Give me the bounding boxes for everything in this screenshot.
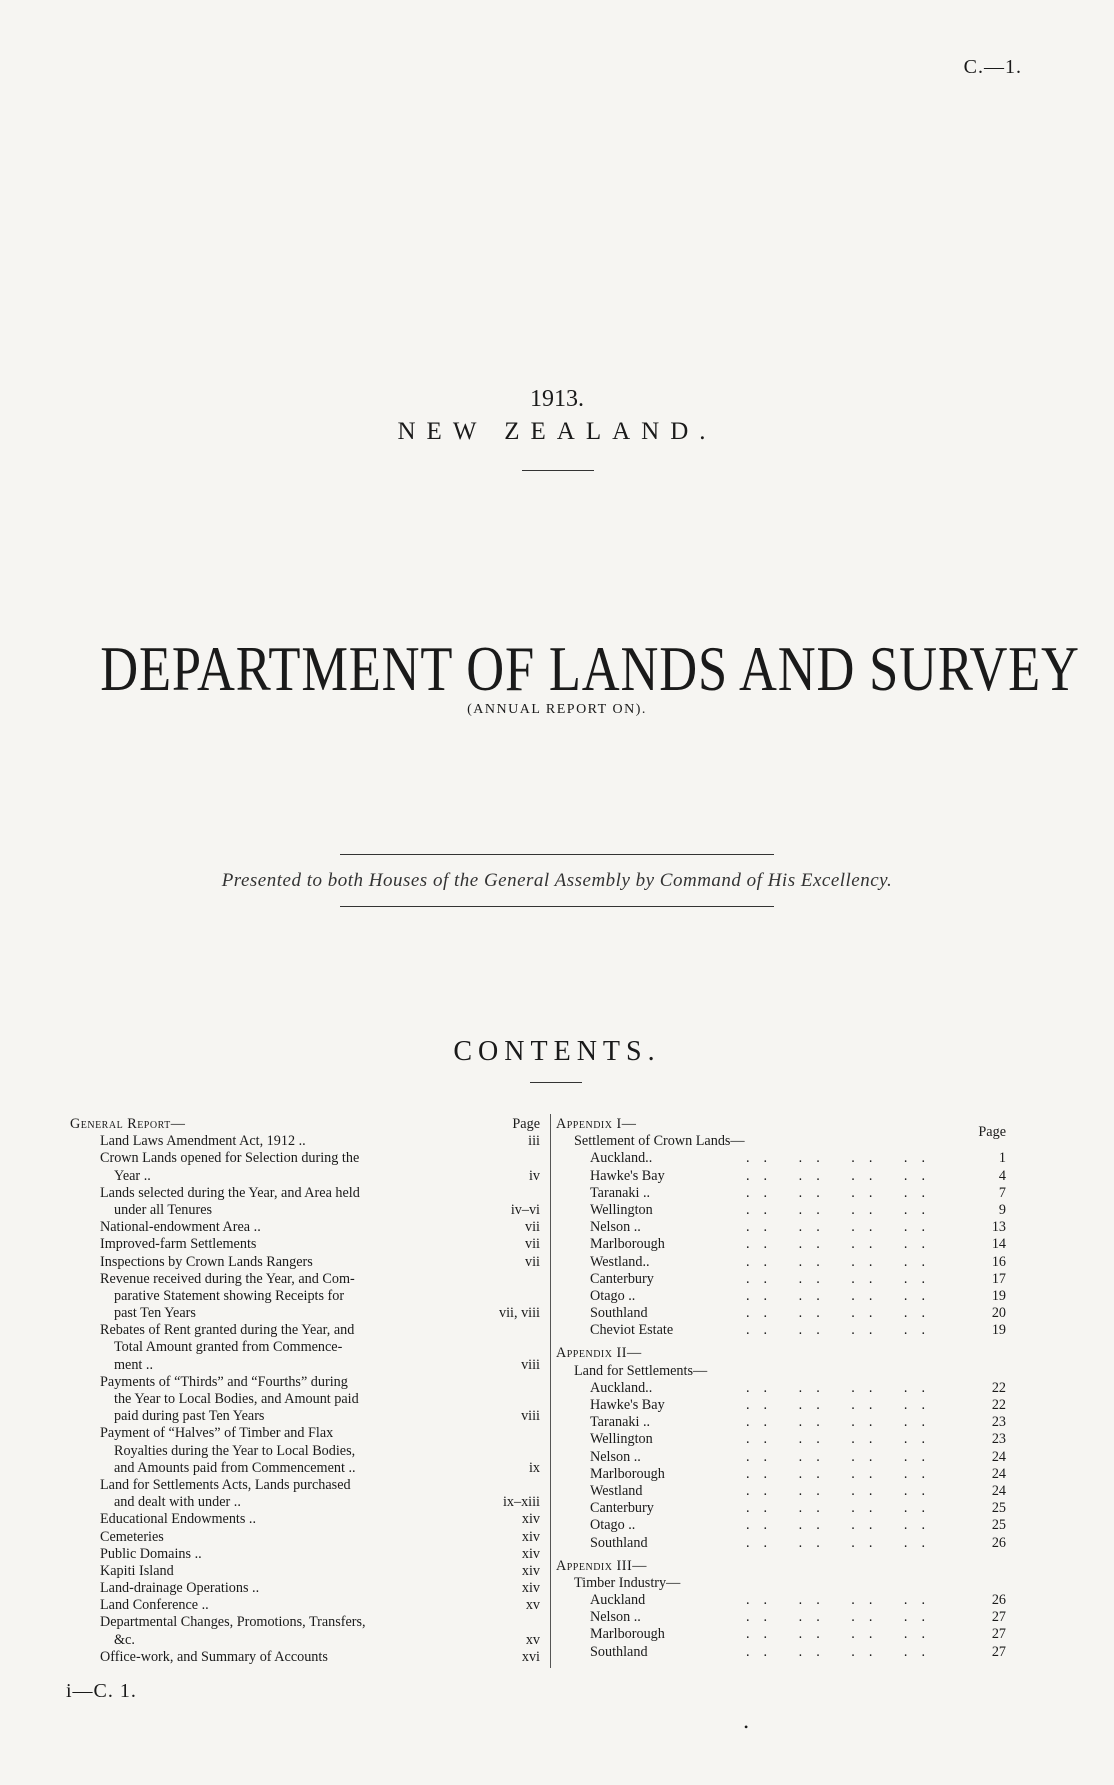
appendix-item xyxy=(556,1322,1006,1339)
dot-leader: .. .. .. .. xyxy=(746,1201,940,1218)
dot-leader: .. .. .. .. xyxy=(746,1643,940,1660)
contents-entry xyxy=(100,1150,540,1167)
dot-leader: .. .. .. .. xyxy=(746,1517,940,1534)
document-subtitle: (ANNUAL REPORT ON). xyxy=(467,702,647,717)
appendix-item-page: 14 xyxy=(991,1236,1006,1253)
appendix-item-page: 20 xyxy=(991,1305,1006,1322)
entry-page: viii xyxy=(521,1356,540,1373)
contents-entry xyxy=(100,1477,540,1494)
contents-entry-continuation xyxy=(100,1460,540,1477)
entry-page: xv xyxy=(525,1597,540,1614)
appendix-item xyxy=(556,1202,1006,1219)
dot-leader: .. .. .. .. xyxy=(746,1253,940,1270)
appendix-item-name: Southland xyxy=(590,1643,648,1660)
dot-leader: .. .. .. .. xyxy=(746,1379,940,1396)
entry-page: xiv xyxy=(521,1562,540,1579)
appendix-item-page: 23 xyxy=(991,1431,1006,1448)
contents-entry xyxy=(100,1322,540,1339)
appendix-item-page: 24 xyxy=(991,1448,1006,1465)
appendix-item-name: Wellington xyxy=(590,1201,653,1218)
contents-entry-continuation xyxy=(100,1357,540,1374)
appendix-item-page: 26 xyxy=(991,1534,1006,1551)
appendix-1-heading xyxy=(556,1116,1006,1140)
appendix-item xyxy=(556,1150,1006,1167)
dot-leader: .. .. .. .. xyxy=(746,1322,940,1339)
entry-page: ix xyxy=(528,1459,540,1476)
appendix-item xyxy=(556,1271,1006,1288)
appendix-item xyxy=(556,1288,1006,1305)
dot-leader: .. .. .. .. xyxy=(746,1482,940,1499)
dot-leader: .. .. .. .. xyxy=(746,1167,940,1184)
appendix-subheading-text: Land for Settlements— xyxy=(574,1362,708,1379)
entry-page: xv xyxy=(525,1631,540,1648)
appendix-item-name: Canterbury xyxy=(590,1270,654,1287)
appendix-item-page: 23 xyxy=(991,1414,1006,1431)
contents-entry-continuation xyxy=(100,1305,540,1322)
entry-text: Payments of “Thirds” and “Fourths” during xyxy=(100,1373,348,1390)
appendix-3-heading xyxy=(556,1558,1006,1575)
contents-entry xyxy=(100,1546,540,1563)
contents-entry xyxy=(100,1614,540,1631)
entry-text: Total Amount granted from Commence- xyxy=(114,1339,343,1356)
appendix-item-page: 19 xyxy=(991,1287,1006,1304)
entry-text: past Ten Years xyxy=(114,1305,196,1322)
appendix-heading-text: Appendix II— xyxy=(556,1345,642,1362)
appendix-item xyxy=(556,1466,1006,1483)
appendix-3-subheading xyxy=(556,1575,1006,1592)
dot-leader: .. .. .. .. xyxy=(746,1626,940,1643)
appendix-item xyxy=(556,1236,1006,1253)
appendix-item-name: Nelson .. xyxy=(590,1219,641,1236)
appendix-item-name: Wellington xyxy=(590,1431,653,1448)
dot-leader: .. .. .. .. xyxy=(746,1150,940,1167)
appendix-column xyxy=(556,1116,1006,1661)
entry-text: and dealt with under .. xyxy=(114,1494,241,1511)
contents-entry xyxy=(100,1563,540,1580)
appendix-item xyxy=(556,1380,1006,1397)
entry-text: Royalties during the Year to Local Bodies, xyxy=(114,1442,356,1459)
entry-text: Land-drainage Operations .. xyxy=(100,1580,260,1597)
dot-leader: .. .. .. .. xyxy=(746,1236,940,1253)
entry-page: xiv xyxy=(521,1511,540,1528)
appendix-item-name: Taranaki .. xyxy=(590,1414,651,1431)
appendix-item-name: Marlborough xyxy=(590,1236,665,1253)
contents-entry xyxy=(100,1649,540,1666)
contents-entry-continuation xyxy=(100,1632,540,1649)
appendix-item-name: Otago .. xyxy=(590,1517,636,1534)
general-report-column xyxy=(70,1116,540,1666)
appendix-item-name: Hawke's Bay xyxy=(590,1397,665,1413)
dot-leader: .. .. .. .. xyxy=(746,1448,940,1465)
dot-leader: .. .. .. .. xyxy=(746,1287,940,1304)
entry-text: Cemeteries xyxy=(100,1528,164,1545)
contents-heading: CONTENTS. xyxy=(453,1036,661,1067)
entry-text: Kapiti Island xyxy=(100,1562,174,1579)
appendix-item xyxy=(556,1185,1006,1202)
entry-text: under all Tenures xyxy=(114,1201,213,1218)
appendix-item-page: 22 xyxy=(991,1397,1006,1413)
entry-page: xvi xyxy=(521,1648,540,1665)
dot-leader: .. .. .. .. xyxy=(746,1534,940,1551)
entry-page: vii, viii xyxy=(499,1305,540,1322)
contents-entry-continuation xyxy=(100,1391,540,1408)
appendix-item-page: 26 xyxy=(991,1592,1006,1609)
dot-leader: .. .. .. .. xyxy=(746,1500,940,1517)
appendix-item-page: 22 xyxy=(991,1379,1006,1396)
appendix-item-name: Auckland.. xyxy=(590,1379,653,1396)
appendix-item-name: Auckland xyxy=(590,1592,646,1609)
entry-text: &c. xyxy=(114,1631,135,1648)
divider-rule xyxy=(340,906,774,907)
appendix-item-page: 19 xyxy=(991,1322,1006,1339)
page-column-label: Page xyxy=(512,1116,540,1132)
appendix-item xyxy=(556,1644,1006,1661)
entry-text: Office-work, and Summary of Accounts xyxy=(100,1648,328,1665)
entry-text: the Year to Local Bodies, and Amount paid xyxy=(114,1391,359,1407)
contents-entry xyxy=(100,1425,540,1442)
contents-entry xyxy=(100,1529,540,1546)
entry-page: xiv xyxy=(521,1528,540,1545)
appendix-item-name: Auckland.. xyxy=(590,1150,653,1167)
entry-text: Payment of “Halves” of Timber and Flax xyxy=(100,1425,334,1442)
contents-entry xyxy=(100,1597,540,1614)
contents-entry-continuation xyxy=(100,1202,540,1219)
appendix-1-subheading xyxy=(556,1133,1006,1150)
entry-text: Public Domains .. xyxy=(100,1545,202,1562)
appendix-item xyxy=(556,1500,1006,1517)
appendix-item xyxy=(556,1449,1006,1466)
appendix-item xyxy=(556,1414,1006,1431)
contents-entry xyxy=(100,1374,540,1391)
entry-page: ix–xiii xyxy=(502,1494,540,1511)
presented-statement: Presented to both Houses of the General Assembly by Command of His Excellency. xyxy=(221,870,893,891)
appendix-item xyxy=(556,1397,1006,1414)
contents-entry-continuation xyxy=(100,1443,540,1460)
appendix-item-page: 16 xyxy=(991,1253,1006,1270)
contents-entry xyxy=(100,1580,540,1597)
contents-entry-continuation xyxy=(100,1339,540,1356)
entry-page: iv–vi xyxy=(510,1201,540,1218)
entry-page: vii xyxy=(525,1253,540,1270)
entry-text: parative Statement showing Receipts for xyxy=(114,1287,345,1304)
contents-entry-continuation xyxy=(100,1408,540,1425)
entry-text: Rebates of Rent granted during the Year, and xyxy=(100,1322,355,1339)
dot-leader: .. .. .. .. xyxy=(746,1219,940,1236)
entry-page: iv xyxy=(528,1167,540,1184)
appendix-heading-text: Appendix I— xyxy=(556,1116,637,1132)
dot-leader: .. .. .. .. xyxy=(746,1414,940,1431)
appendix-item-name: Nelson .. xyxy=(590,1448,641,1465)
dot-leader: .. .. .. .. xyxy=(746,1592,940,1609)
appendix-item xyxy=(556,1254,1006,1271)
appendix-item-name: Otago .. xyxy=(590,1287,636,1304)
dot-leader: .. .. .. .. xyxy=(746,1397,940,1413)
dot-leader: .. .. .. .. xyxy=(746,1305,940,1322)
appendix-item-name: Southland xyxy=(590,1534,648,1551)
contents-entry-continuation xyxy=(100,1494,540,1511)
dot-leader: .. .. .. .. xyxy=(746,1609,940,1626)
entry-text: Land Laws Amendment Act, 1912 .. xyxy=(100,1133,306,1150)
contents-entry xyxy=(100,1219,540,1236)
entry-page: xiv xyxy=(521,1545,540,1562)
appendix-item-name: Southland xyxy=(590,1305,648,1322)
appendix-item xyxy=(556,1592,1006,1609)
appendix-item-page: 4 xyxy=(998,1167,1006,1184)
appendix-item xyxy=(556,1219,1006,1236)
entry-page: vii xyxy=(525,1236,540,1253)
entry-page: xiv xyxy=(521,1580,540,1597)
contents-entry xyxy=(100,1271,540,1288)
appendix-item xyxy=(556,1535,1006,1552)
divider-rule xyxy=(530,1082,582,1083)
appendix-item xyxy=(556,1305,1006,1322)
entry-text: Crown Lands opened for Selection during the xyxy=(100,1150,360,1167)
appendix-2-heading xyxy=(556,1345,1006,1362)
appendix-item-name: Westland.. xyxy=(590,1253,650,1270)
country-heading: NEW ZEALAND. xyxy=(397,418,717,445)
appendix-item-page: 27 xyxy=(991,1643,1006,1660)
entry-text: Land Conference .. xyxy=(100,1597,209,1614)
appendix-item-page: 27 xyxy=(991,1626,1006,1643)
appendix-item-name: Cheviot Estate xyxy=(590,1322,674,1339)
appendix-item-page: 17 xyxy=(991,1270,1006,1287)
entry-page: iii xyxy=(528,1133,540,1150)
appendix-heading-text: Appendix III— xyxy=(556,1557,647,1574)
section-heading-text: General Report— xyxy=(70,1116,186,1132)
appendix-item-name: Canterbury xyxy=(590,1500,654,1517)
appendix-item-page: 7 xyxy=(998,1184,1006,1201)
appendix-item-page: 27 xyxy=(991,1609,1006,1626)
appendix-item-page: 9 xyxy=(998,1201,1006,1218)
contents-entry xyxy=(100,1254,540,1271)
appendix-subheading-text: Timber Industry— xyxy=(574,1574,681,1591)
entry-text: National-endowment Area .. xyxy=(100,1219,261,1236)
appendix-item-page: 1 xyxy=(998,1150,1006,1167)
appendix-item xyxy=(556,1483,1006,1500)
entry-text: Land for Settlements Acts, Lands purchased xyxy=(100,1476,351,1493)
dot-leader: .. .. .. .. xyxy=(746,1431,940,1448)
entry-text: paid during past Ten Years xyxy=(114,1408,265,1425)
contents-entry xyxy=(100,1236,540,1253)
appendix-item-name: Taranaki .. xyxy=(590,1184,651,1201)
entry-text: and Amounts paid from Commencement .. xyxy=(114,1459,356,1476)
sheet-signature: i—C. 1. xyxy=(66,1680,137,1702)
entry-text: Lands selected during the Year, and Area held xyxy=(100,1184,360,1201)
column-divider xyxy=(550,1114,551,1668)
appendix-item-name: Nelson .. xyxy=(590,1609,641,1626)
entry-text: Departmental Changes, Promotions, Transfers, xyxy=(100,1614,366,1631)
appendix-item-page: 24 xyxy=(991,1482,1006,1499)
appendix-item-page: 13 xyxy=(991,1219,1006,1236)
printer-mark: • xyxy=(744,1720,749,1734)
dot-leader: .. .. .. .. xyxy=(746,1184,940,1201)
contents-entry-continuation xyxy=(100,1288,540,1305)
appendix-item-page: 25 xyxy=(991,1500,1006,1517)
appendix-item xyxy=(556,1609,1006,1626)
contents-entry xyxy=(100,1511,540,1528)
contents-entry xyxy=(100,1133,540,1150)
appendix-2-subheading xyxy=(556,1363,1006,1380)
appendix-item xyxy=(556,1626,1006,1643)
contents-section-heading xyxy=(70,1116,540,1133)
page-column-label: Page xyxy=(978,1124,1006,1140)
document-reference: C.—1. xyxy=(963,56,1022,78)
entry-text: ment .. xyxy=(114,1356,154,1373)
entry-text: Educational Endowments .. xyxy=(100,1511,257,1528)
entry-text: Improved-farm Settlements xyxy=(100,1236,257,1253)
entry-page: viii xyxy=(521,1408,540,1425)
appendix-item-page: 24 xyxy=(991,1465,1006,1482)
divider-rule xyxy=(340,854,774,855)
contents-entry-continuation xyxy=(100,1168,540,1185)
appendix-item-name: Hawke's Bay xyxy=(590,1167,665,1184)
entry-text: Year .. xyxy=(114,1167,151,1184)
divider-rule xyxy=(522,470,594,471)
appendix-item xyxy=(556,1431,1006,1448)
appendix-item xyxy=(556,1517,1006,1534)
appendix-item xyxy=(556,1168,1006,1185)
contents-entry xyxy=(100,1185,540,1202)
appendix-item-page: 25 xyxy=(991,1517,1006,1534)
appendix-item-name: Marlborough xyxy=(590,1465,665,1482)
entry-page: vii xyxy=(525,1219,540,1236)
appendix-item-name: Westland xyxy=(590,1482,643,1499)
entry-text: Revenue received during the Year, and Com- xyxy=(100,1270,355,1287)
appendix-subheading-text: Settlement of Crown Lands— xyxy=(574,1133,745,1150)
report-year: 1913. xyxy=(530,386,584,412)
appendix-item-name: Marlborough xyxy=(590,1626,665,1643)
document-title: DEPARTMENT OF LANDS AND SURVEY xyxy=(100,633,1080,704)
entry-text: Inspections by Crown Lands Rangers xyxy=(100,1253,313,1270)
dot-leader: .. .. .. .. xyxy=(746,1465,940,1482)
dot-leader: .. .. .. .. xyxy=(746,1270,940,1287)
